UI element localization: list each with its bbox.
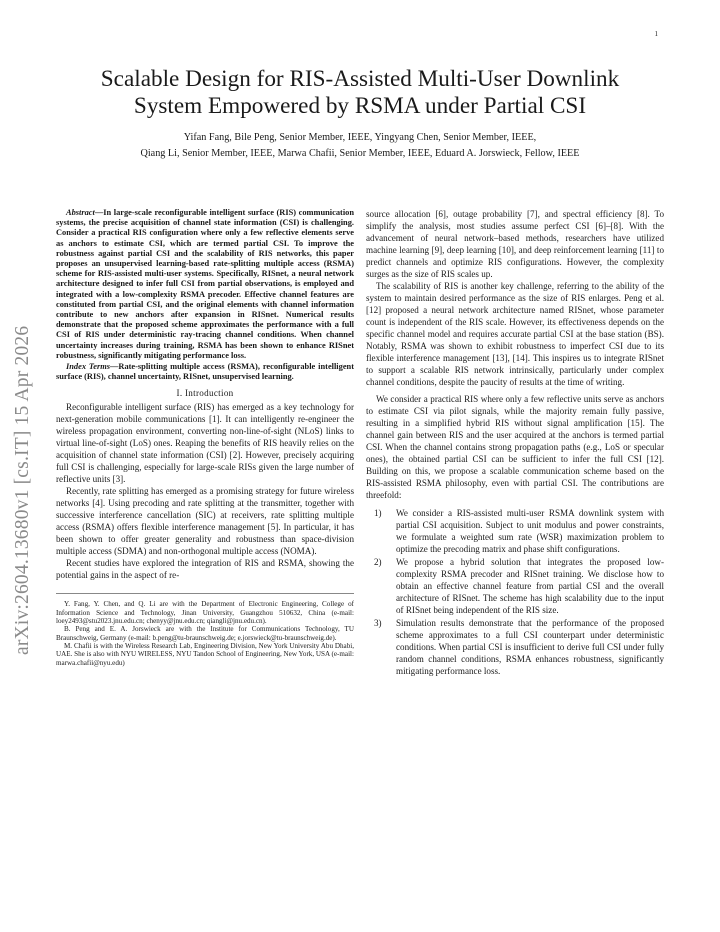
index-terms <box>56 362 354 382</box>
abstract-label: Abstract <box>66 208 95 217</box>
contributions-list <box>366 507 664 677</box>
contribution-item <box>374 617 664 677</box>
body-paragraph: We consider a practical RIS where only a few reflective units serve as anchors to estimate CSI via pilot signals, while the majority remain fully passive, resulting in a simplified hybrid RIS without signal amplification [15]. The channel gain between RIS and the user acquired at the anchors is termed partial CSI. When the channel contains strong propagation paths (e.g., LoS or specular ones), the obtained partial CSI can be sufficient to infer the full CSI [12]. Building on this, we propose a scalable communication scheme based on the RIS-assisted RSMA philosophy, even with partial CSI. The contributions are threefold: <box>366 394 664 500</box>
arxiv-identifier-stamp[interactable]: arXiv:2604.13680v1 [cs.IT] 15 Apr 2026 <box>12 325 33 655</box>
intro-paragraph: Recently, rate splitting has emerged as a promising strategy for future wireless networks [4]. Using precoding and rate splitting at the transmitter, together with successive interference cancellation (SIC) at receivers, rate splitting multiple access (RSMA) offers flexible interference management [5]. In particular, it has been shown to offer greater generality and robustness than space-division multiple access (SDMA) and non-orthogonal multiple access (NOMA). <box>56 486 354 557</box>
author-line-1: Yifan Fang, Bile Peng, Senior Member, IEEE, Yingyang Chen, Senior Member, IEEE, <box>183 132 537 143</box>
index-terms-text: —Rate-splitting multiple access (RSMA), reconfigurable intelligent surface (RIS), channel uncertainty, RISnet, unsupervised learning. <box>56 362 354 382</box>
abstract-text: —In large-scale reconfigurable intelligent surface (RIS) communication systems, the precise acquisition of channel state information (CSI) is challenging. Consider a practical RIS configuration where only a few reflective elements serve as anchors to estimate CSI, which are termed partial CSI. To improve the robustness against partial CSI and the scalability of RIS networks, this paper proposes an unsupervised learning-based rate-splitting multiple access (RSMA) scheme for RIS-assisted multi-user systems. Specifically, RISnet, a neural network architecture designed to infer full CSI from partial observations, is employed and integrated with a low-complexity RSMA precoder. Effective channel features are constituted from partial CSI, and the original elements with channel information contribute to new anchors after expansion in RISnet. Numerical results demonstrate that the proposed scheme approximates the performance with a full CSI of RIS under deterministic ray-tracing channel conditions. When channel uncertainty increases during training, RSMA has been shown to enhance RISnet robustness, significantly mitigating performance loss. <box>56 208 354 360</box>
contribution-item <box>374 556 664 616</box>
contribution-text: Simulation results demonstrate that the performance of the proposed scheme approximates to a full CSI counterpart under deterministic conditions. When partial CSI is insufficient to derive full CSI under fully random channel conditions, RSMA enhances robustness, significantly mitigating performance loss. <box>396 618 664 676</box>
contribution-number: 3) <box>374 618 382 628</box>
left-column <box>56 208 354 667</box>
contribution-item <box>374 507 664 555</box>
page-number: 1 <box>654 30 658 38</box>
footnote: M. Chafii is with the Wireless Research Lab, Engineering Division, New York University Abu Dhabi, UAE. She is also with NYU WIRELESS, NYU Tandon School of Engineering, New York, USA (e-mail: marwa.chafii@nyu.edu) <box>56 641 354 667</box>
contribution-number: 2) <box>374 557 382 567</box>
author-affiliation-footnotes <box>56 593 354 666</box>
footnote: B. Peng and E. A. Jorswieck are with the Institute for Communications Technology, TU Braunschweig, Germany (e-mail: b.peng@tu-braunschweig.de; e.jorswieck@tu-braunschweig.de). <box>56 625 354 642</box>
footnote: Y. Fang, Y. Chen, and Q. Li are with the Department of Electronic Engineering, College of Information Science and Technology, Jinan University, Guangzhou 510632, China (e-mail: loey2493@stu2023.jnu.edu.cn; chenyy@jnu.edu.cn; qiangli@jnu.edu.cn). <box>56 600 354 626</box>
contribution-text: We consider a RIS-assisted multi-user RSMA downlink system with partial CSI acquisition. Subject to unit modulus and power constraints, we formulate a weighted sum rate (WSR) maximization problem to optimize the precoding matrix and phase shift configurations. <box>396 508 664 554</box>
author-line-2: Qiang Li, Senior Member, IEEE, Marwa Chafii, Senior Member, IEEE, Eduard A. Jorswieck, Fellow, IEEE <box>140 148 580 159</box>
contribution-number: 1) <box>374 508 382 518</box>
index-terms-label: Index Terms <box>66 362 111 372</box>
section-heading-introduction: I. Introduction <box>176 388 234 399</box>
intro-paragraph: Recent studies have explored the integration of RIS and RSMA, showing the potential gains in the aspect of re- <box>56 558 354 581</box>
body-paragraph: The scalability of RIS is another key challenge, referring to the ability of the system to maintain desired performance as the size of RIS enlarges. Peng et al. [12] proposed a neural network architecture named RISnet, whose parameter count is independent of the RIS scale. However, its effectiveness depends on the specific channel model and requires accurate partial CSI at the base station (BS). Notably, RSMA was shown to exhibit robustness to imperfect CSI due to its flexible interference management [13], [14]. This inspires us to integrate RISnet to support a scalable RIS network intrinsically, particularly under complex channel conditions, despite the paucity of results at the time of writing. <box>366 281 664 387</box>
paper-title: Scalable Design for RIS-Assisted Multi-User Downlink System Empowered by RSMA under Partial CSI <box>100 66 620 119</box>
right-column <box>366 208 664 678</box>
author-list <box>40 130 680 162</box>
intro-paragraph: Reconfigurable intelligent surface (RIS) has emerged as a key technology for next-generation mobile communications [1]. It can intelligently re-engineer the wireless propagation environment, converting non-line-of-sight (NLoS) links to virtual line-of-sight (LoS) ones. Reaping the benefits of RIS heavily relies on the acquisition of channel state information (CSI) [2]. However, precisely acquiring full CSI is challenging, especially for large-scale RISs given the large number of reflective units [3]. <box>56 402 354 485</box>
contribution-text: We propose a hybrid solution that integrates the proposed low-complexity RSMA precoder and RISnet training. We disclose how to obtain an effective channel feature from partial CSI and the overall architecture of RISnet. The scheme has high scalability due to the input of RISnet being independent of the RIS size. <box>396 557 664 615</box>
body-paragraph: source allocation [6], outage probability [7], and spectral efficiency [8]. To simplify the analysis, most studies assume perfect CSI [6]–[8]. With the advancement of neural network–based methods, researchers have utilized machine learning [9], deep learning [10], and deep reinforcement learning [11] to predict channels and optimize RIS configurations. However, the complexity surges as the size of RIS scales up. <box>366 209 664 279</box>
abstract <box>56 208 354 361</box>
